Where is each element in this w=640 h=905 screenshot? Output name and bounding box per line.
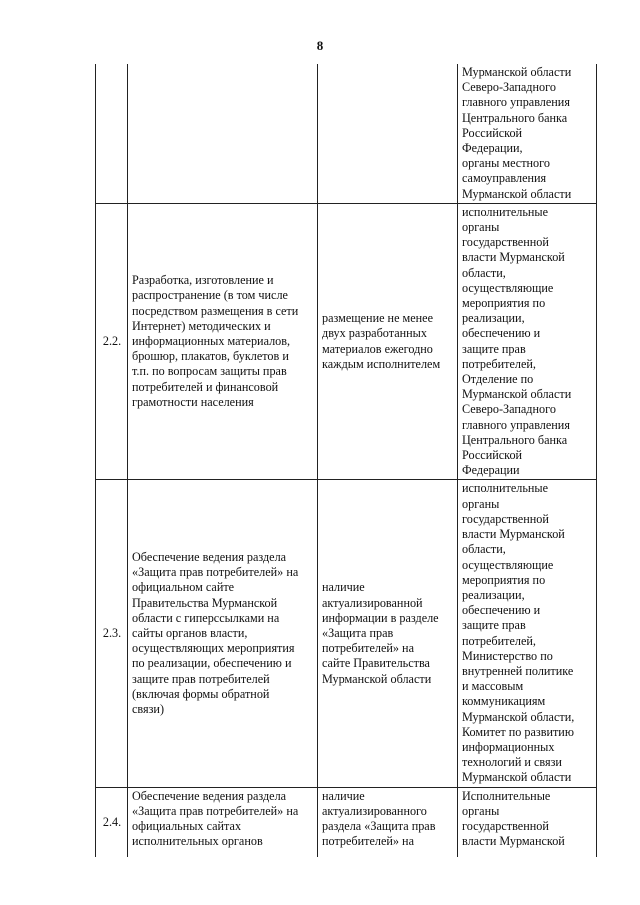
measure-indicator: наличие актуализированной информации в разделе «Защита прав потребителей» на сайте Правительства Мурманской области xyxy=(318,480,458,787)
measure-indicator: размещение не менее двух разработанных материалов ежегодно каждым исполнителем xyxy=(318,203,458,480)
measure-description: Обеспечение ведения раздела «Защита прав потребителей» на официальных сайтах исполнительных органов xyxy=(128,787,318,857)
row-number: 2.3. xyxy=(96,480,128,787)
measure-executors: исполнительные органы государственной власти Мурманской области, осуществляющие мероприятия по реализации, обеспечению и защите прав потребителей, Отделение по Мурманской области Северо-Западного главного управления Центрального банка Российской Федерации xyxy=(458,203,597,480)
measure-executors: Исполнительные органы государственной власти Мурманской xyxy=(458,787,597,857)
measure-indicator: наличие актуализированного раздела «Защита прав потребителей» на xyxy=(318,787,458,857)
measure-executors: исполнительные органы государственной власти Мурманской области, осуществляющие мероприятия по реализации, обеспечению и защите прав потребителей, Министерство по внутренней политике и массовым коммуникациям Мурманской области, Комитет по развитию информационных технологий и связи Мурманской области xyxy=(458,480,597,787)
page-number: 8 xyxy=(316,38,324,53)
measure-description: Разработка, изготовление и распространение (в том числе посредством размещения в сети Интернет) методических и информационных материалов, брошюр, плакатов, буклетов и т.п. по вопросам защиты прав потребителей и финансовой грамотности населения xyxy=(128,203,318,480)
table-row xyxy=(96,787,597,857)
row-number: 2.2. xyxy=(96,203,128,480)
row-number xyxy=(96,64,128,203)
table-row xyxy=(96,64,597,203)
measure-description xyxy=(128,64,318,203)
row-number: 2.4. xyxy=(96,787,128,857)
table-row xyxy=(96,480,597,787)
measure-indicator xyxy=(318,64,458,203)
measure-description: Обеспечение ведения раздела «Защита прав потребителей» на официальном сайте Правительства Мурманской области с гиперссылками на сайты органов власти, осуществляющих мероприятия по реализации, обеспечению и защите прав потребителей (включая формы обратной связи) xyxy=(128,480,318,787)
measure-executors: Мурманской области Северо-Западного главного управления Центрального банка Российской Федерации, органы местного самоуправления Мурманской области xyxy=(458,64,597,203)
measures-table xyxy=(95,64,597,857)
table-row xyxy=(96,203,597,480)
